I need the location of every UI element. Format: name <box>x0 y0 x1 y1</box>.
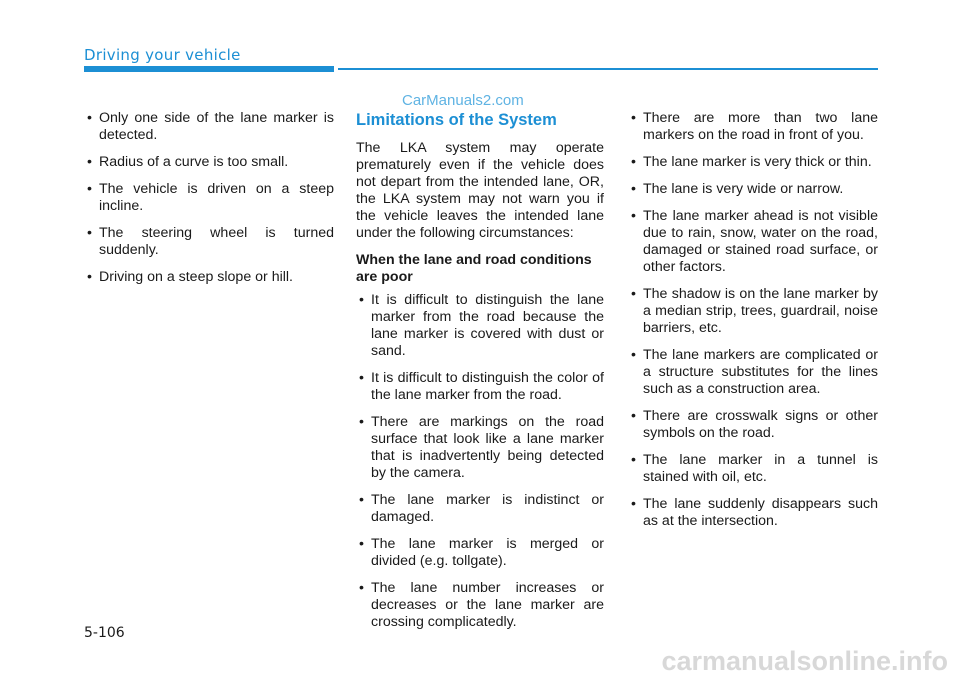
list-item: • The lane marker in a tunnel is stained with oil, etc. <box>628 452 878 486</box>
list-item: • The lane marker ahead is not visible due to rain, snow, water on the road, damaged or stained road surface, or other factors. <box>628 208 878 276</box>
condition-list-2 <box>356 292 604 631</box>
section-title: Driving your vehicle <box>84 46 241 64</box>
list-item: • There are markings on the road surface that look like a lane marker that is inadvertently being detected by the camera. <box>356 414 604 482</box>
list-item: • The lane is very wide or narrow. <box>628 181 878 198</box>
watermark-bottom: carmanualsonline.info <box>661 646 948 676</box>
column-1 <box>84 110 334 296</box>
list-item: • The lane marker is very thick or thin. <box>628 154 878 171</box>
list-item: • Radius of a curve is too small. <box>84 154 334 171</box>
page-number: 5-106 <box>84 625 125 641</box>
conditions-subheading: When the lane and road conditions are poor <box>356 252 592 285</box>
header-rule-thin <box>338 68 878 70</box>
condition-list-3 <box>628 110 878 530</box>
header-rule-thick <box>84 66 334 72</box>
condition-list-1 <box>84 110 334 286</box>
list-item: • The shadow is on the lane marker by a median strip, trees, guardrail, noise barriers, etc. <box>628 286 878 337</box>
list-item: • The vehicle is driven on a steep incline. <box>84 181 334 215</box>
list-item: • There are crosswalk signs or other symbols on the road. <box>628 408 878 442</box>
list-item: • Driving on a steep slope or hill. <box>84 269 334 286</box>
list-item: • The lane marker is merged or divided (e.g. tollgate). <box>356 536 604 570</box>
list-item: • It is difficult to distinguish the lane marker from the road because the lane marker is covered with dust or sand. <box>356 292 604 360</box>
limitations-intro: The LKA system may operate prematurely even if the vehicle does not depart from the intended lane, OR, the LKA system may not warn you if the vehicle leaves the intended lane under the following circumstances: <box>356 140 604 241</box>
list-item: • The steering wheel is turned suddenly. <box>84 225 334 259</box>
list-item: • Only one side of the lane marker is detected. <box>84 110 334 144</box>
list-item: • The lane number increases or decreases or the lane marker are crossing complicatedly. <box>356 580 604 631</box>
column-2 <box>356 110 604 641</box>
list-item: • The lane markers are complicated or a structure substitutes for the lines such as a construction area. <box>628 347 878 398</box>
list-item: • The lane marker is indistinct or damaged. <box>356 492 604 526</box>
list-item: • There are more than two lane markers on the road in front of you. <box>628 110 878 144</box>
limitations-heading: Limitations of the System <box>356 111 557 129</box>
column-3 <box>628 110 878 540</box>
list-item: • The lane suddenly disappears such as at the intersection. <box>628 496 878 530</box>
watermark-top: CarManuals2.com <box>402 92 524 109</box>
list-item: • It is difficult to distinguish the color of the lane marker from the road. <box>356 370 604 404</box>
